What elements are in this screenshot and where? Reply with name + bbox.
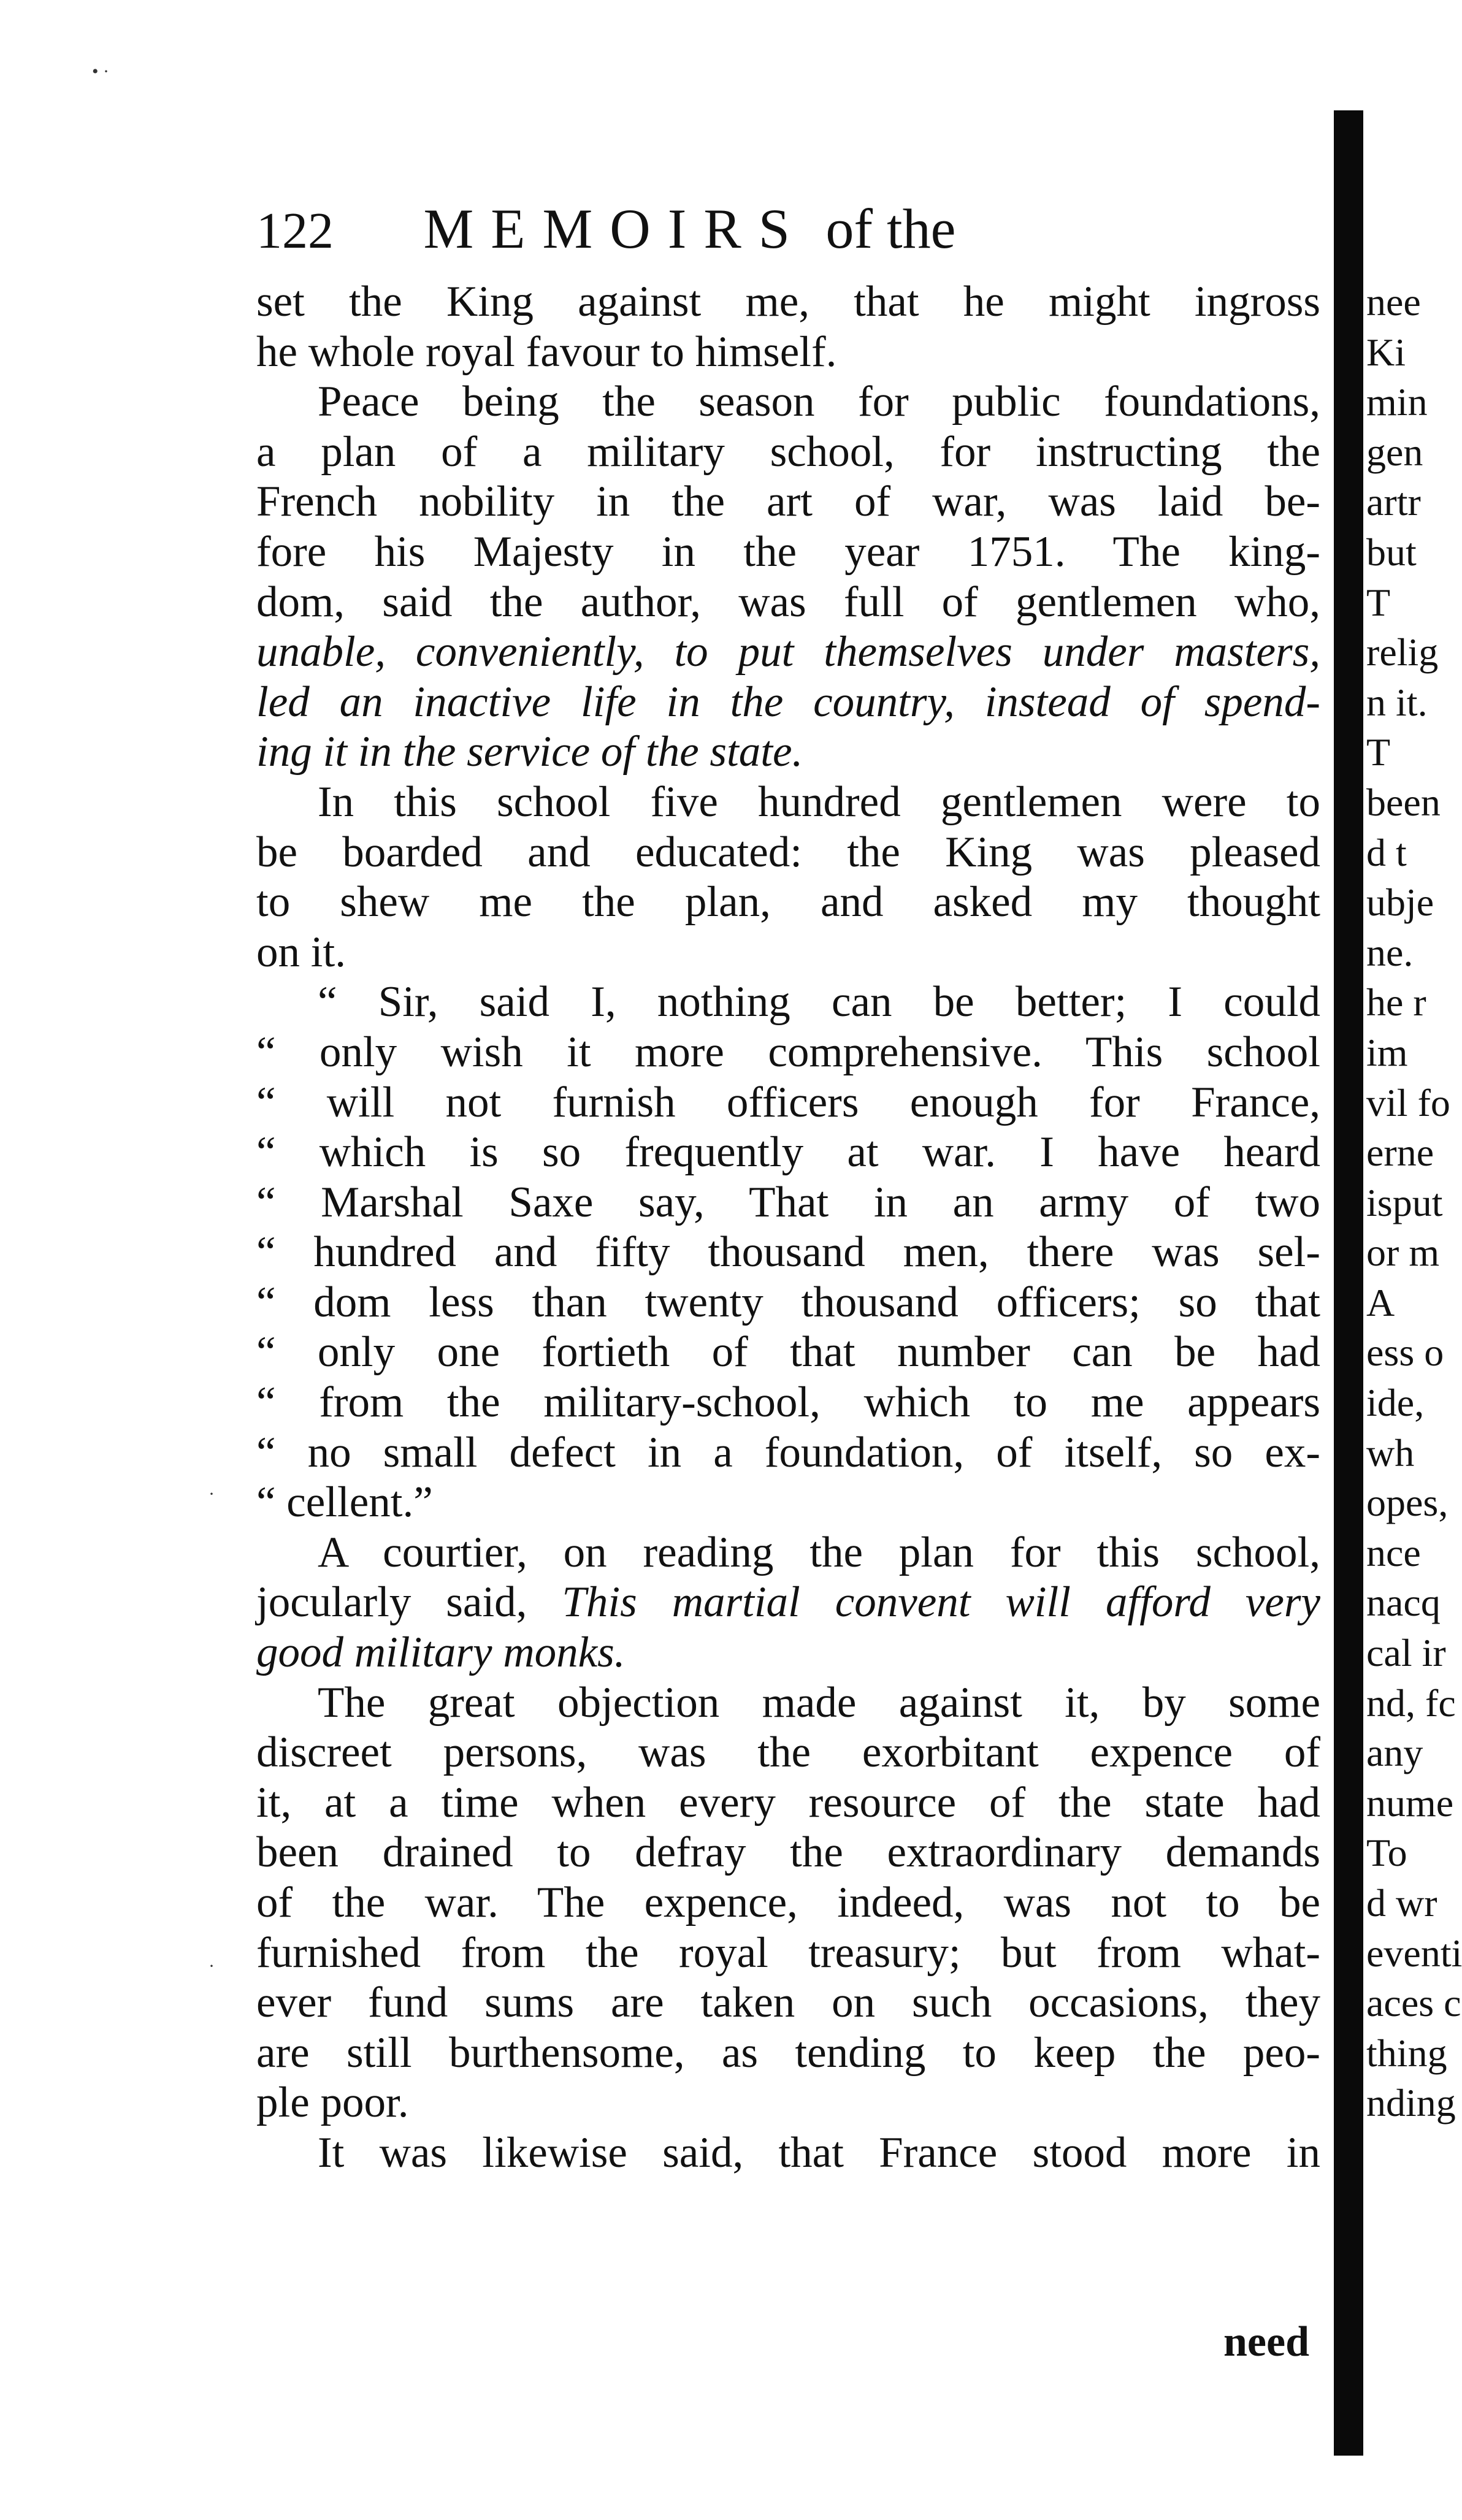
text-line: “ which is so frequently at war. I have heard [256, 1128, 1320, 1177]
running-header [256, 195, 955, 262]
speck: · [209, 1484, 215, 1504]
text-line: “ Marshal Saxe say, That in an army of two [256, 1178, 1320, 1226]
text-segment: This martial convent will afford very [562, 1578, 1321, 1627]
text-line: on it. [256, 928, 346, 976]
speck: • · [92, 61, 109, 82]
fragment-line: im [1366, 1030, 1408, 1074]
text-line: unable, conveniently, to put themselves under masters, [256, 628, 1320, 676]
text-line: It was likewise said, that France stood more in [318, 2128, 1320, 2177]
fragment-line: d t [1366, 830, 1407, 874]
fragment-line: opes, [1366, 1481, 1449, 1525]
text-line: “ only one fortieth of that number can be had [256, 1328, 1320, 1376]
fragment-line: been [1366, 780, 1441, 824]
fragment-line: A [1366, 1280, 1395, 1324]
fragment-line: nee [1366, 280, 1421, 324]
text-line: “ only wish it more comprehensive. This school [256, 1028, 1320, 1076]
text-segment: jocularly said, [256, 1578, 562, 1627]
fragment-line: but [1366, 530, 1417, 574]
fragment-line: ide, [1366, 1381, 1425, 1425]
fragment-line: d wr [1366, 1881, 1437, 1925]
fragment-line: or m [1366, 1231, 1440, 1275]
text-line [256, 1578, 1320, 1628]
text-line: The great objection made against it, by some [318, 1678, 1320, 1727]
text-line: French nobility in the art of war, was laid be- [256, 478, 1320, 526]
text-line: discreet persons, was the exorbitant expence of [256, 1728, 1320, 1777]
text-line: to shew me the plan, and asked my thought [256, 878, 1320, 926]
text-line: Peace being the season for public foundations, [318, 378, 1320, 426]
speck: · [209, 1956, 215, 1976]
fragment-line: he r [1366, 980, 1426, 1025]
fragment-line: min [1366, 380, 1428, 424]
text-line: be boarded and educated: the King was pleased [256, 828, 1320, 876]
fragment-line: nding [1366, 2081, 1456, 2125]
text-line: “ dom less than twenty thousand officers; so that [256, 1278, 1320, 1326]
text-line: been drained to defray the extraordinary demands [256, 1828, 1320, 1877]
facing-page-fragments [1366, 277, 1462, 2128]
text-line: “ from the military-school, which to me appears [256, 1378, 1320, 1427]
text-line: “ hundred and fifty thousand men, there was sel- [256, 1228, 1320, 1277]
text-line: he whole royal favour to himself. [256, 327, 837, 376]
fragment-line: T [1366, 580, 1391, 624]
text-line: it, at a time when every resource of the state had [256, 1778, 1320, 1827]
fragment-line: ne. [1366, 930, 1414, 974]
fragment-line: any [1366, 1731, 1423, 1775]
fragment-line: eventi [1366, 1931, 1462, 1975]
fragment-line: isput [1366, 1180, 1443, 1224]
fragment-line: vil fo [1366, 1080, 1450, 1124]
fragment-line: aces c [1366, 1981, 1461, 2025]
fragment-line: thing [1366, 2031, 1447, 2075]
text-line: ple poor. [256, 2079, 409, 2127]
text-line: ever fund sums are taken on such occasions, they [256, 1979, 1320, 2027]
text-line: In this school five hundred gentlemen were to [318, 777, 1320, 826]
fragment-line: ubje [1366, 880, 1434, 925]
running-title-tail: of the [825, 197, 956, 260]
fragment-line: relig [1366, 630, 1439, 674]
fragment-line: wh [1366, 1430, 1415, 1475]
text-line: “ no small defect in a foundation, of itself, so ex- [256, 1428, 1320, 1476]
fragment-line: nce [1366, 1530, 1421, 1575]
fragment-line: nacq [1366, 1581, 1441, 1625]
text-line: “ cellent.” [256, 1478, 433, 1527]
text-line: a plan of a military school, for instructing the [256, 427, 1320, 476]
text-line: good military monks. [256, 1628, 626, 1677]
text-line: dom, said the author, was full of gentlemen who, [256, 578, 1320, 626]
gutter-shadow-bar [1334, 110, 1363, 2456]
fragment-line: artr [1366, 480, 1421, 524]
text-line: led an inactive life in the country, instead of spend- [256, 678, 1320, 726]
fragment-line: n it. [1366, 680, 1428, 724]
fragment-line: ess o [1366, 1331, 1444, 1375]
fragment-line: To [1366, 1831, 1407, 1875]
text-line: are still burthensome, as tending to keep the peo- [256, 2028, 1320, 2077]
text-line: A courtier, on reading the plan for this school, [318, 1528, 1320, 1576]
body-text [256, 277, 1320, 2178]
text-line: furnished from the royal treasury; but from what- [256, 1928, 1320, 1977]
fragment-line: T [1366, 730, 1391, 774]
text-line: “ Sir, said I, nothing can be better; I could [318, 978, 1320, 1026]
fragment-line: Ki [1366, 330, 1406, 374]
text-line: set the King against me, that he might ingross [256, 278, 1320, 326]
fragment-line: erne [1366, 1131, 1434, 1175]
text-line: ing it in the service of the state. [256, 728, 803, 776]
fragment-line: cal ir [1366, 1631, 1446, 1675]
fragment-line: gen [1366, 430, 1423, 474]
text-line: fore his Majesty in the year 1751. The king- [256, 527, 1320, 576]
fragment-line: nd, fc [1366, 1681, 1456, 1725]
catchword: need [1223, 2318, 1309, 2365]
text-line: “ will not furnish officers enough for France, [256, 1078, 1320, 1126]
text-line: of the war. The expence, indeed, was not to be [256, 1879, 1320, 1926]
page-number: 122 [256, 202, 334, 259]
fragment-line: nume [1366, 1781, 1454, 1825]
running-title: MEMOIRS [423, 197, 807, 260]
